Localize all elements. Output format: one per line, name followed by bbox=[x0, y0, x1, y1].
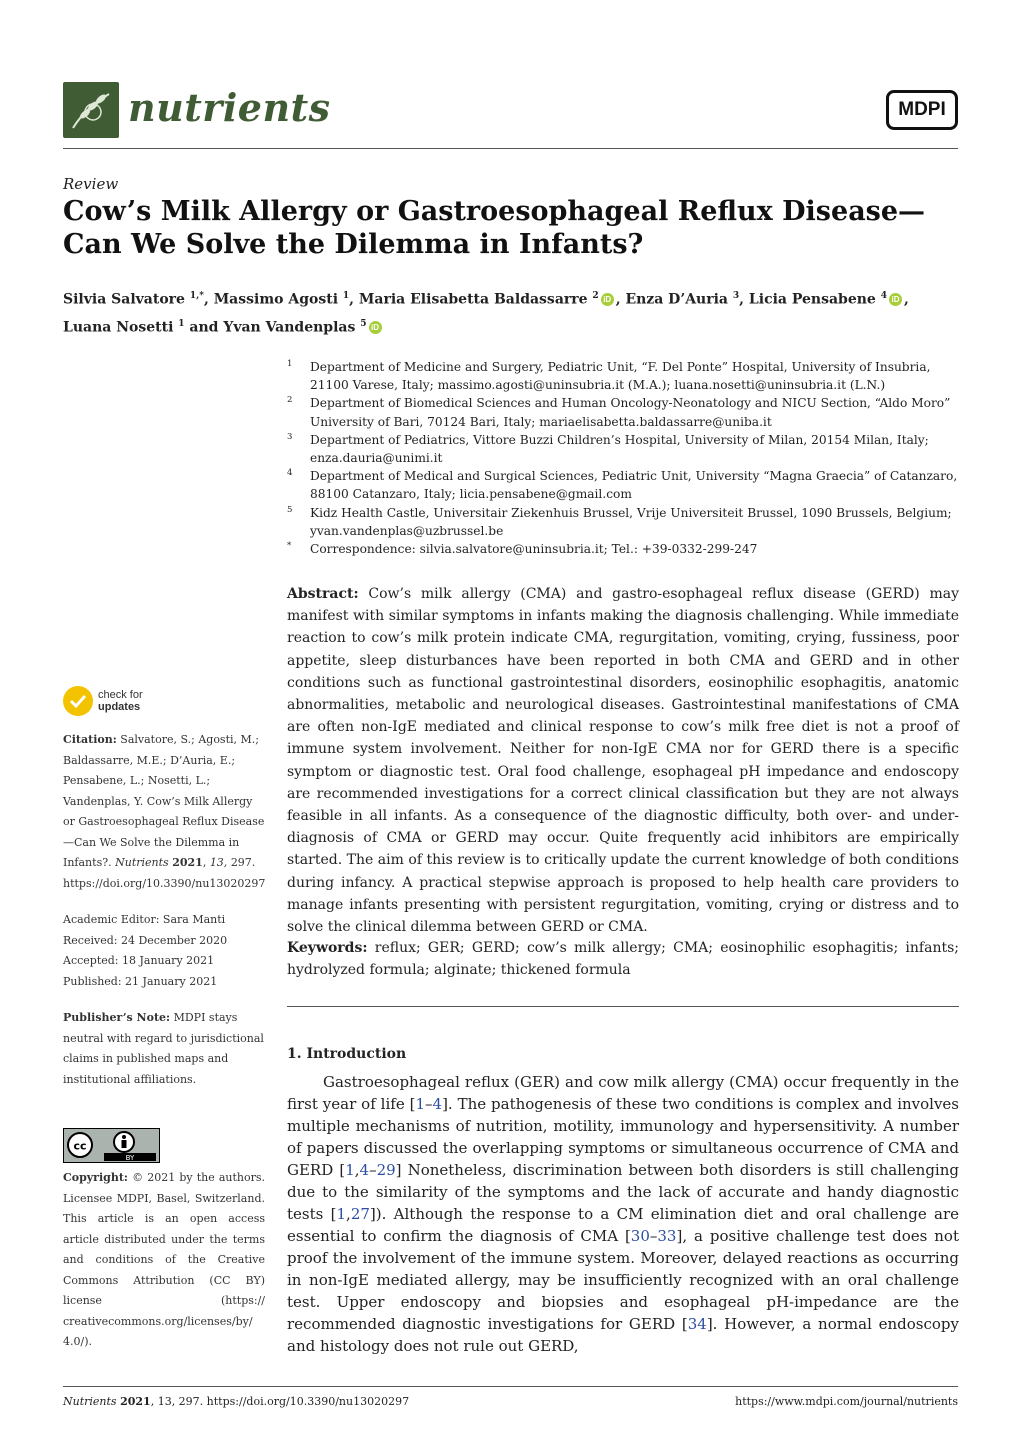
check-for-updates-label[interactable]: check for updates bbox=[98, 689, 143, 713]
reference-link[interactable]: 30 bbox=[630, 1227, 650, 1245]
affiliation-number: 3 bbox=[287, 431, 293, 442]
publisher-logo[interactable]: MDPI bbox=[886, 90, 958, 130]
copyright-text: © 2021 by the authors. Licensee MDPI, Basel, Switzerland. This article is an open access article distributed under the terms and conditions of the Creative Commons Attribution (CC BY) license (https:// creativecommons.org/licenses/by/ 4.0/). bbox=[63, 1171, 266, 1348]
journal-name[interactable]: nutrients bbox=[128, 85, 331, 130]
publisher-note bbox=[63, 1008, 265, 1090]
citation-year: 2021 bbox=[172, 856, 203, 869]
keywords-text: reflux; GER; GERD; cow’s milk allergy; CMA; eosinophilic esophagitis; infants; hydrolyzed formula; alginate; thickened formula bbox=[287, 940, 959, 979]
affiliation-number: 4 bbox=[287, 468, 293, 479]
author-affiliation-marker: 1 bbox=[342, 291, 350, 301]
cc-by-label: BY bbox=[125, 1154, 135, 1162]
publisher-note-text: MDPI stays neutral with regard to jurisdictional claims in published maps and institutional affiliations. bbox=[63, 1011, 264, 1086]
abstract-text: Cow’s milk allergy (CMA) and gastro-esophageal reflux disease (GERD) may manifest with similar symptoms in infants making the diagnosis challenging. While immediate reaction to cow’s milk protein indicate CMA, regurgitation, vomiting, crying, fussiness, poor appetite, sleep disturbances have been reported in both CMA and GERD and in other conditions such as functional gastrointestinal disorders, eosinophilic esophagitis, anatomic abnormalities, metabolic and neurological diseases. Gastrointestinal manifestations of CMA are often non-IgE mediated and clinical response to cow’s milk free diet is not a proof of immune system involvement. Neither for non-IgE CMA nor for GERD there is a specific symptom or diagnostic test. Oral food challenge, esophageal pH impedance and endoscopy are recommended investigations for a correct clinical classification but they are not always feasible in all infants. As a consequence of the diagnostic difficulty, both over- and under- diagnosis of CMA or GERD may occur. Quite frequently acid inhibitors are empirically started. The aim of this review is to critically update the current knowledge of both conditions during infancy. A practical stepwise approach is proposed to help health care providers to manage infants presenting with persistent regurgitation, vomiting, crying or distress and to solve the clinical dilemma between GERD or CMA. bbox=[287, 586, 959, 936]
affiliation-number: 5 bbox=[287, 504, 293, 515]
reference-link[interactable]: 1 bbox=[345, 1161, 355, 1179]
affiliation-number: 1 bbox=[287, 359, 293, 369]
copyright-block bbox=[63, 1168, 265, 1353]
affiliation-text: Department of Pediatrics, Vittore Buzzi Children’s Hospital, University of Milan, 20154 Milan, Italy; enza.dauria@unimi.it bbox=[310, 432, 929, 466]
received-date: Received: 24 December 2020 bbox=[63, 933, 228, 947]
reference-link[interactable]: 34 bbox=[687, 1315, 707, 1333]
author-list: Silvia Salvatore $^{1,*}$, Massimo Agosti $^1$, Maria Elisabetta Baldassarre $^2$ iD , Enza D’Auria $^3$, Licia Pensabene $^4$ iD , Luana Nosetti $^1$ and Yvan Vandenplas $^5$ iD bbox=[63, 291, 909, 336]
header-divider bbox=[63, 148, 958, 149]
reference-link[interactable]: 4 bbox=[432, 1095, 443, 1113]
citation-block: Citation: Salvatore, S.; Agosti, M.; Baldassarre, M.E.; D’Auria, E.; Pensabene, L.; Nosetti, L.; Vandenplas, Y. Cow’s Milk Allergy or Gastroesophageal Reflux Disease—Can We Solve the Dilemma in Infants?. Nutrients 2021, 13, 297. https://doi.org/10.3390/nu13020297 bbox=[63, 733, 266, 890]
author-name: Silvia Salvatore bbox=[63, 291, 190, 308]
reference-link[interactable]: 29 bbox=[376, 1161, 396, 1179]
check-for-updates-icon[interactable] bbox=[63, 686, 93, 716]
copyright-label: Copyright: bbox=[63, 1171, 128, 1184]
author-name: Luana Nosetti bbox=[63, 319, 179, 336]
affiliation-item bbox=[287, 467, 959, 503]
citation-text: Salvatore, S.; Agosti, M.; Baldassarre, M.E.; D’Auria, E.; Pensabene, L.; Nosetti, L.; Vandenplas, Y. Cow’s Milk Allergy or Gastroesophageal Reflux Disease—Can We Solve the Dilemma in Infants?. bbox=[63, 733, 265, 869]
academic-editor: Academic Editor: Sara Manti bbox=[63, 913, 226, 926]
reference-link[interactable]: 27 bbox=[350, 1205, 370, 1223]
paragraph: Gastroesophageal reflux (GER) and cow milk allergy (CMA) occur frequently in the first year of life [1–4]. The pathogenesis of these two conditions is complex and involves multiple mechanisms of nutrition, motility, immunology and hypersensitivity. A number of papers discussed the overlapping symptoms or simultaneous occurrence of CMA and GERD [1,4–29] Nonetheless, discrimination between both disorders is still challenging due to the similarity of the symptoms and the lack of accurate and handy diagnostic tests [1,27]). Although the response to a CM elimination diet and oral challenge are essential to confirm the diagnosis of CMA [30–33], a positive challenge test does not proof the involvement of the immune system. Moreover, delayed reactions as occurring in non-IgE mediated allergy, may be insufficiently recognized with an oral challenge test. Upper endoscopy and biopsies and esophageal pH-impedance are the recommended diagnostic investigations for GERD [34]. However, a normal endoscopy and histology does not rule out GERD, bbox=[287, 1073, 960, 1355]
author-affiliation-marker: 3 bbox=[732, 291, 740, 301]
section-divider bbox=[287, 1006, 959, 1007]
author-affiliation-marker: 1,* bbox=[189, 291, 204, 301]
abstract bbox=[287, 583, 959, 938]
sidebar bbox=[63, 730, 265, 1369]
author-affiliation-marker: 1 bbox=[178, 318, 185, 329]
affiliation-text: Department of Medical and Surgical Sciences, Pediatric Unit, University “Magna Graecia” of Catanzaro, 88100 Catanzaro, Italy; licia.pensabene@gmail.com bbox=[310, 469, 958, 502]
affiliation-item bbox=[287, 358, 959, 394]
publisher-note-label: Publisher’s Note: bbox=[63, 1011, 171, 1024]
affiliation-item bbox=[287, 394, 959, 430]
author-name: Yvan Vandenplas bbox=[223, 319, 361, 336]
author-name: Licia Pensabene bbox=[748, 291, 881, 308]
citation-journal: Nutrients bbox=[115, 856, 169, 869]
affiliation-item bbox=[287, 504, 959, 540]
introduction-body bbox=[287, 1071, 959, 1357]
author-name: Maria Elisabetta Baldassarre bbox=[358, 291, 593, 308]
author-name: Enza D’Auria bbox=[625, 291, 733, 308]
reference-link[interactable]: 1 bbox=[415, 1095, 426, 1113]
section-heading: 1. Introduction bbox=[287, 1046, 407, 1062]
citation-doi[interactable]: https://doi.org/10.3390/nu13020297 bbox=[63, 876, 266, 890]
footer-journal-url[interactable]: https://www.mdpi.com/journal/nutrients bbox=[735, 1395, 958, 1408]
reference-link[interactable]: 1 bbox=[336, 1205, 347, 1223]
affiliation-item bbox=[287, 540, 959, 558]
author-affiliation-marker: 4 bbox=[880, 291, 887, 301]
affiliation-text: Correspondence: silvia.salvatore@uninsubria.it; Tel.: +39-0332-299-247 bbox=[310, 542, 758, 557]
affiliation-text: Department of Medicine and Surgery, Pediatric Unit, “F. Del Ponte” Hospital, University of Insubria, 21100 Varese, Italy; massimo.agosti@uninsubria.it (M.A.); luana.nosetti@uninsubria.it (L.N.) bbox=[310, 360, 931, 393]
orcid-icon[interactable]: iD bbox=[889, 293, 902, 306]
affiliation-number: * bbox=[287, 541, 292, 552]
article-type: Review bbox=[63, 175, 119, 193]
affiliation-text: Kidz Health Castle, Universitair Ziekenhuis Brussel, Vrije Universiteit Brussel, 1090 Brussels, Belgium; yvan.vandenplas@uzbrussel.be bbox=[310, 505, 952, 538]
citation-label: Citation: bbox=[63, 733, 117, 746]
orcid-icon[interactable]: iD bbox=[369, 321, 382, 334]
leaf-icon bbox=[63, 82, 119, 138]
footer-citation: Nutrients 2021, 13, 297. https://doi.org/10.3390/nu13020297 bbox=[63, 1395, 410, 1408]
affiliations bbox=[287, 358, 959, 558]
affiliation-text: Department of Biomedical Sciences and Human Oncology-Neonatology and NICU Section, “Aldo Moro” University of Bari, 70124 Bari, Italy; mariaelisabetta.baldassarre@uniba.it bbox=[310, 396, 951, 429]
footer-divider bbox=[63, 1386, 958, 1387]
affiliation-number: 2 bbox=[287, 395, 293, 406]
orcid-icon[interactable]: iD bbox=[601, 293, 614, 306]
cc-by-license-badge[interactable] bbox=[63, 1128, 160, 1163]
author-affiliation-marker: 2 bbox=[592, 291, 599, 301]
keywords-label: Keywords: bbox=[287, 940, 368, 956]
keywords bbox=[287, 937, 959, 981]
journal-logo bbox=[63, 82, 119, 138]
svg-text:cc: cc bbox=[73, 1139, 87, 1153]
published-date: Published: 21 January 2021 bbox=[63, 974, 218, 988]
reference-link[interactable]: 4 bbox=[359, 1161, 370, 1179]
reference-link[interactable]: 33 bbox=[657, 1227, 677, 1245]
article-title: Cow’s Milk Allergy or Gastroesophageal Reflux Disease—Can We Solve the Dilemma in Infants? bbox=[63, 196, 926, 260]
citation-volume: 13, bbox=[209, 856, 228, 869]
affiliation-item bbox=[287, 431, 959, 467]
author-affiliation-marker: 5 bbox=[360, 318, 367, 329]
accepted-date: Accepted: 18 January 2021 bbox=[63, 954, 215, 967]
dates-block bbox=[63, 910, 265, 992]
abstract-label: Abstract: bbox=[287, 586, 359, 602]
author-name: Massimo Agosti bbox=[213, 291, 343, 308]
citation-page: 297. bbox=[230, 856, 256, 869]
